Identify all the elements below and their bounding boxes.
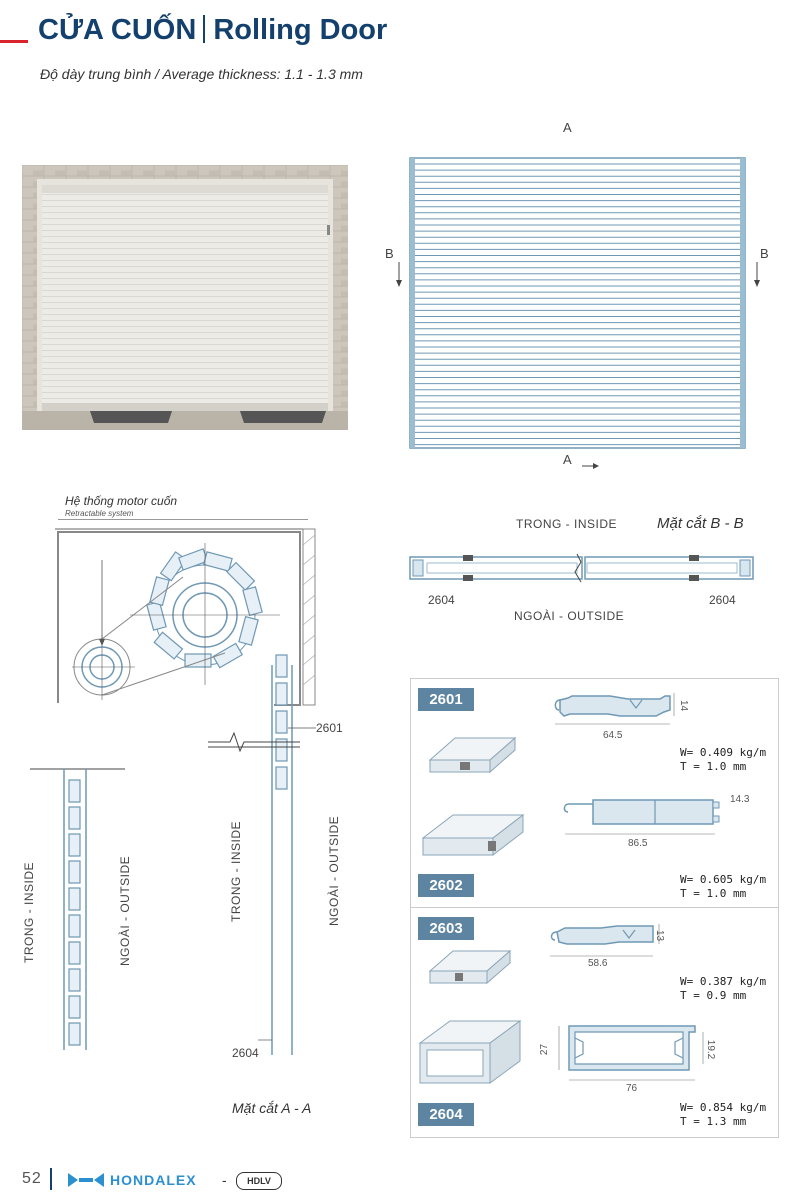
profile-2602-section <box>555 790 735 840</box>
outside-label-right: NGOÀI - OUTSIDE <box>327 815 341 926</box>
bb-outside-label: NGOÀI - OUTSIDE <box>514 609 625 623</box>
profile-2604-badge: 2604 <box>418 1103 474 1126</box>
motor-subtitle: Retractable system <box>65 509 134 518</box>
motor-title: Hệ thống motor cuốn <box>65 494 178 508</box>
title-vi: CỬA CUỐN <box>38 14 197 46</box>
inside-label-right: TRONG - INSIDE <box>229 820 243 922</box>
title-accent-bar <box>0 40 28 43</box>
section-a-bottom-label: A <box>563 452 572 467</box>
section-bb-drawing <box>405 550 760 585</box>
brand-name: HONDALEX <box>110 1172 197 1188</box>
profile-2601-thickness: T = 1.0 mm <box>680 760 747 773</box>
outside-label-left: NGOÀI - OUTSIDE <box>118 855 132 966</box>
profile-2603-height: 13 <box>654 929 666 942</box>
profile-2604-thickness: T = 1.3 mm <box>680 1115 747 1128</box>
label-2601-pointer: 2601 <box>316 721 343 735</box>
title-separator <box>203 15 205 43</box>
profile-2603-iso <box>425 945 515 995</box>
profiles-divider <box>410 907 778 908</box>
profile-2604-width: 76 <box>626 1083 638 1094</box>
section-bb-caption: Mặt cắt B - B <box>657 515 744 532</box>
profile-2602-width: 86.5 <box>628 838 648 849</box>
profile-2602-height: 14.3 <box>730 794 750 805</box>
section-aa-caption: Mặt cắt A - A <box>232 1100 312 1116</box>
door-elevation-drawing <box>375 150 785 470</box>
page-title <box>38 14 387 47</box>
profile-2604-height-inner: 19.2 <box>705 1039 717 1060</box>
profile-2603-thickness: T = 0.9 mm <box>680 989 747 1002</box>
rolling-door-photo <box>22 165 348 430</box>
footer-dash: - <box>222 1172 227 1188</box>
profile-2601-badge: 2601 <box>418 688 474 711</box>
profile-2602-thickness: T = 1.0 mm <box>680 887 747 900</box>
section-b-right-label: B <box>760 246 769 261</box>
hdlv-logo: HDLV <box>236 1172 282 1190</box>
profile-2603-width: 58.6 <box>588 958 608 969</box>
hondalex-logo-icon <box>66 1171 106 1189</box>
profile-2601-width: 64.5 <box>603 730 623 741</box>
section-a-top-label: A <box>563 120 572 135</box>
profile-2602-iso <box>418 810 528 870</box>
motor-section-drawing <box>0 515 380 1075</box>
section-b-left-label: B <box>385 246 394 261</box>
title-en: Rolling Door <box>213 14 388 46</box>
bb-inside-label: TRONG - INSIDE <box>516 517 618 531</box>
profile-2602-weight: W= 0.605 kg/m <box>680 873 767 886</box>
profile-2601-height: 14 <box>678 699 690 712</box>
bb-left-code: 2604 <box>428 593 455 607</box>
profile-2604-height: 27 <box>539 1043 551 1056</box>
profile-2601-weight: W= 0.409 kg/m <box>680 746 767 759</box>
inside-label-left: TRONG - INSIDE <box>22 861 36 963</box>
profile-2604-iso <box>415 1018 525 1093</box>
page-number: 52 <box>22 1170 42 1187</box>
label-2604-pointer: 2604 <box>232 1046 259 1060</box>
profile-2604-weight: W= 0.854 kg/m <box>680 1101 767 1114</box>
page-subtitle: Độ dày trung bình / Average thickness: 1.1 - 1.3 mm <box>40 66 363 82</box>
profile-2601-iso <box>425 730 520 782</box>
bb-right-code: 2604 <box>709 593 736 607</box>
footer-divider <box>50 1168 52 1190</box>
profile-2602-badge: 2602 <box>418 874 474 897</box>
profile-2603-badge: 2603 <box>418 917 474 940</box>
profile-2603-weight: W= 0.387 kg/m <box>680 975 767 988</box>
